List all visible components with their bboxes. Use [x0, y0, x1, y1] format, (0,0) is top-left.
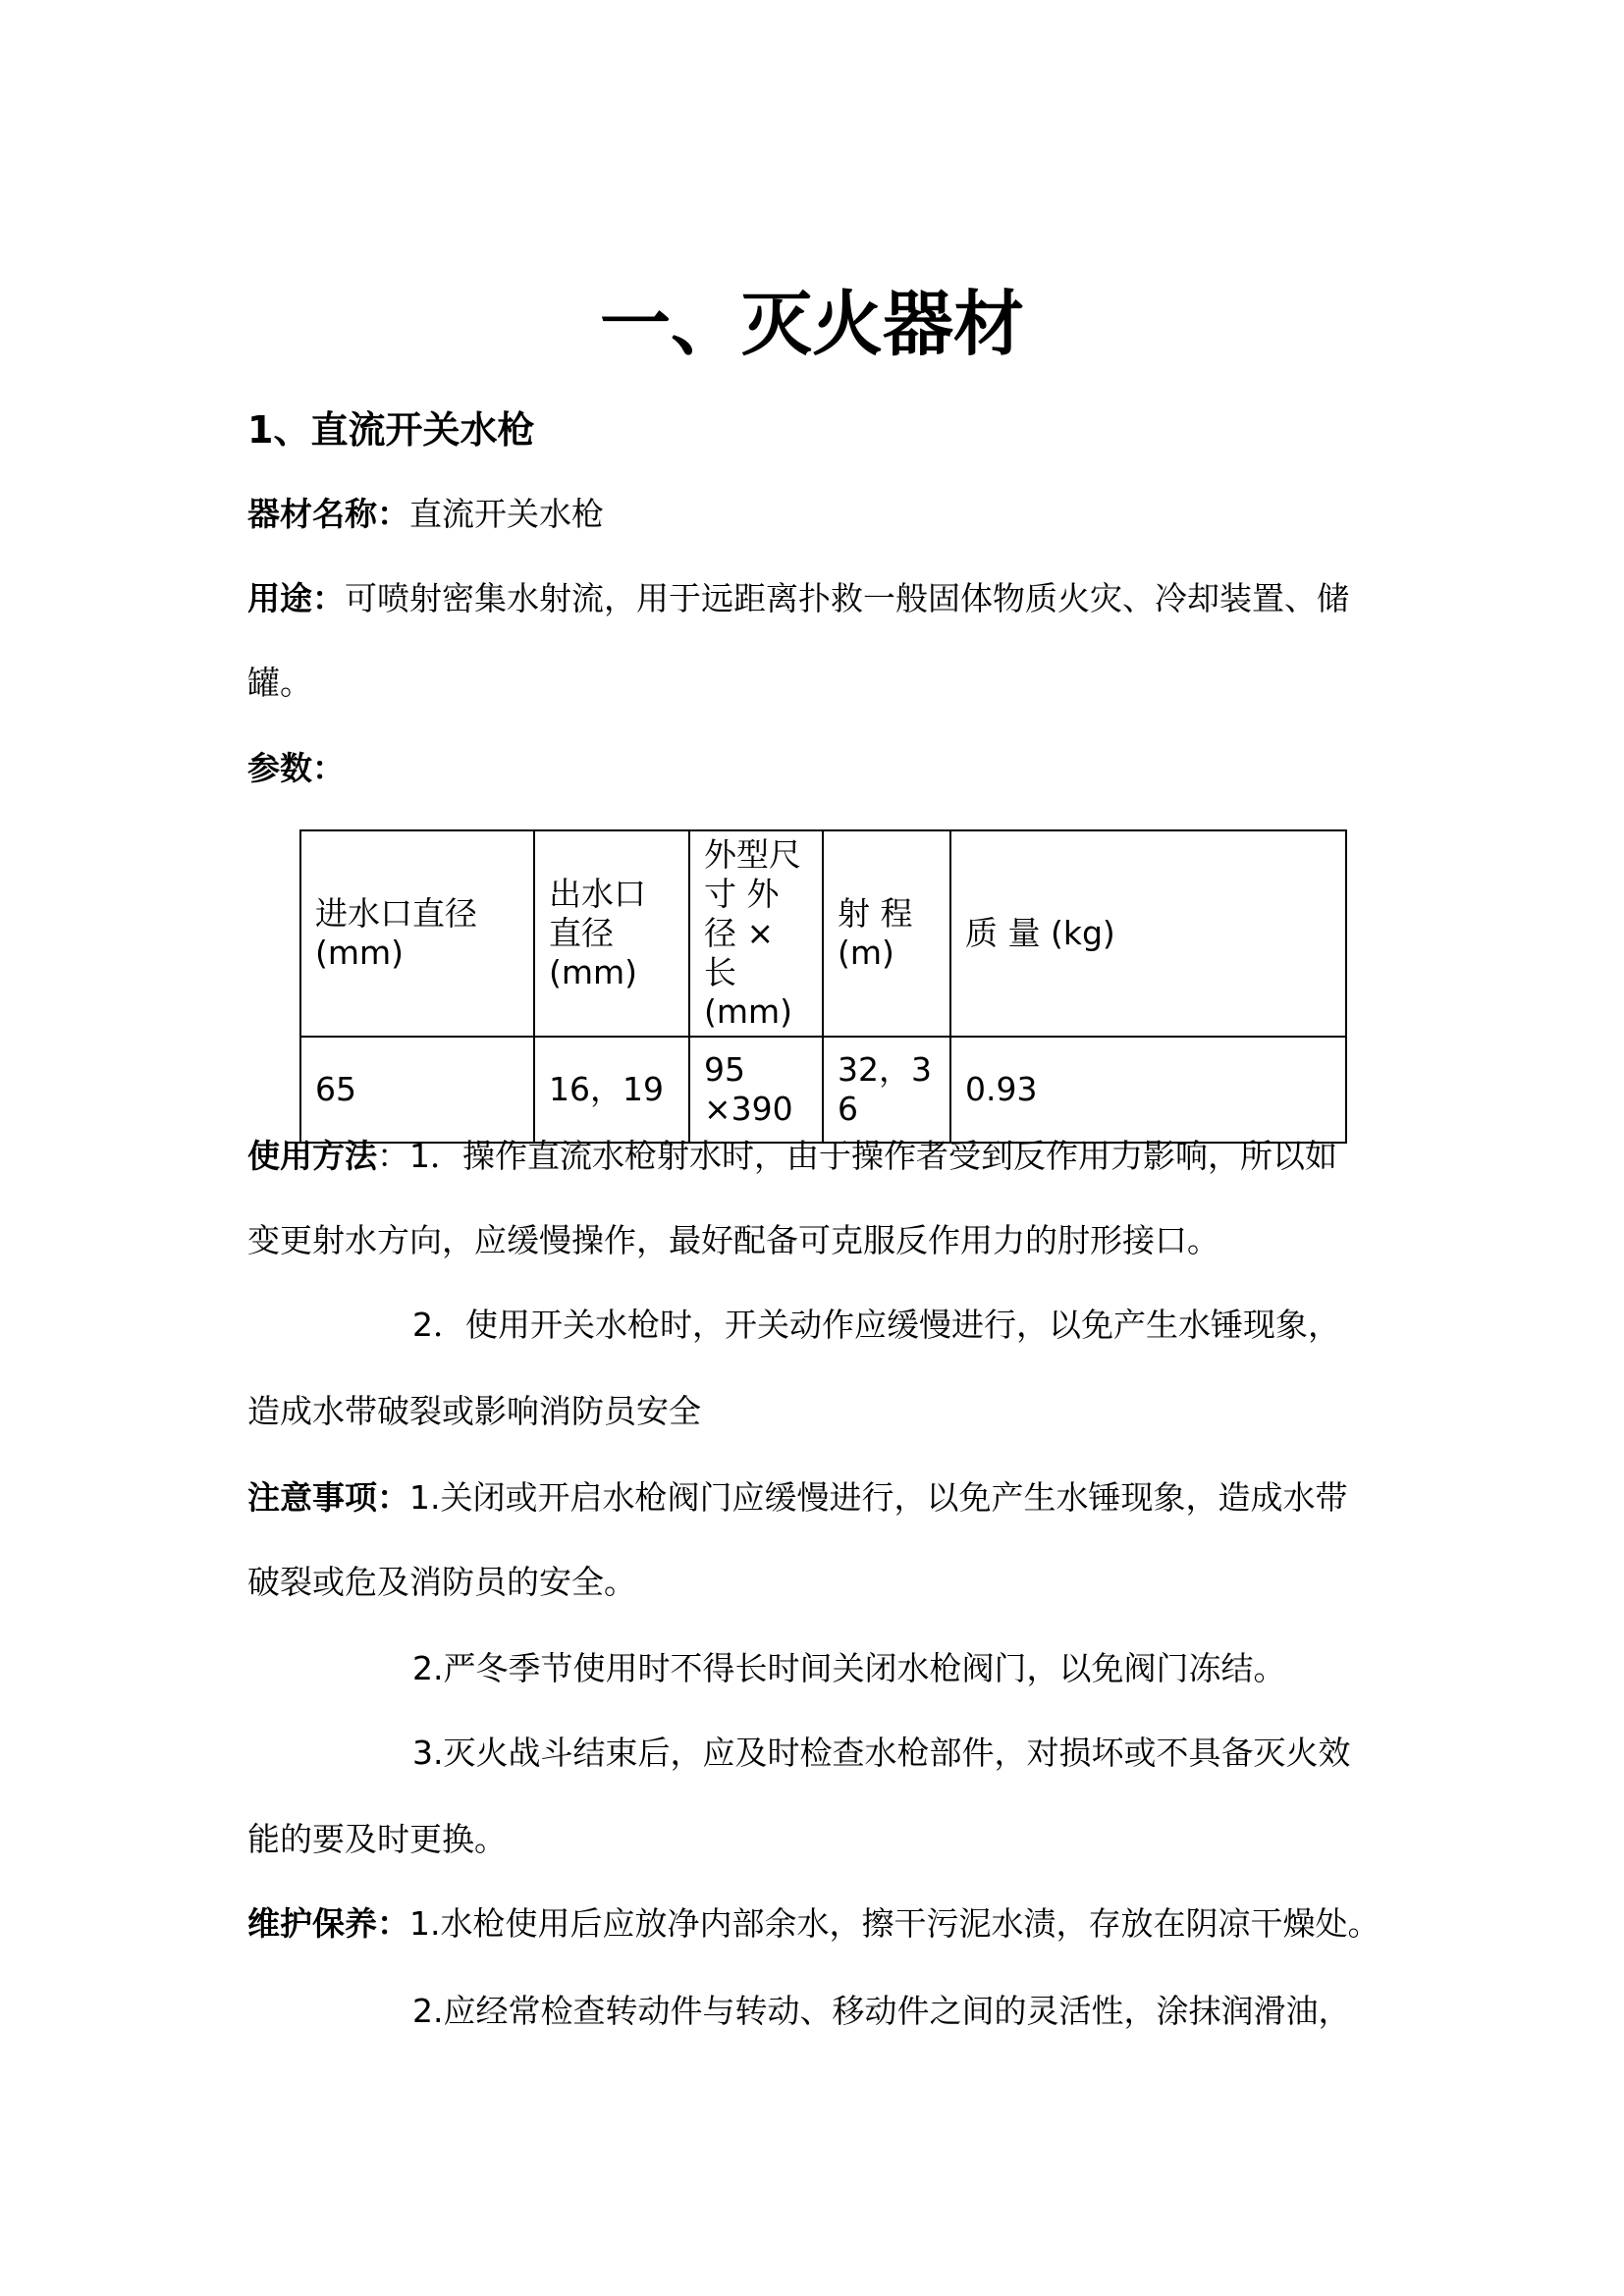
params-label	[247, 747, 345, 790]
notes-line: 2.严冬季节使用时不得长时间关闭水枪阀门，以免阀门冻结。	[412, 1649, 1286, 1687]
value: 直流开关水枪	[409, 495, 604, 533]
notes-line: 破裂或危及消防员的安全。	[247, 1563, 636, 1601]
text: 1.关闭或开启水枪阀门应缓慢进行，以免产生水锤现象，造成水带	[409, 1478, 1348, 1517]
label: 注意事项：	[247, 1478, 409, 1517]
header-cell: 射 程 (m)	[823, 830, 950, 1037]
header-cell: 出水口直径(mm)	[534, 830, 689, 1037]
table-header-row	[300, 830, 1346, 1037]
method-line: 造成水带破裂或影响消防员安全	[247, 1392, 701, 1430]
label: 参数：	[247, 749, 345, 787]
method-line: 变更射水方向，应缓慢操作，最好配备可克服反作用力的肘形接口。	[247, 1221, 1219, 1259]
usage-line: 罐。	[247, 664, 312, 702]
header-cell: 外型尺寸 外径 × 长 (mm)	[689, 830, 823, 1037]
maintenance-line: 2.应经常检查转动件与转动、移动件之间的灵活性，涂抹润滑油，	[412, 1992, 1351, 2030]
text: 1.水枪使用后应放净内部余水，擦干污泥水渍，存放在阴凉干燥处。	[409, 1904, 1380, 1943]
cell: 95 ×390	[689, 1037, 823, 1143]
method-line	[247, 1135, 1337, 1178]
text: ：1．操作直流水枪射水时，由于操作者受到反作用力影响，所以如	[377, 1137, 1337, 1175]
page-title: 一、灭火器材	[599, 283, 1024, 365]
maintenance-line	[247, 1902, 1380, 1946]
label: 器材名称：	[247, 495, 409, 533]
usage-line	[247, 577, 1349, 620]
notes-line	[247, 1476, 1348, 1520]
header-cell: 进水口直径 (mm)	[300, 830, 534, 1037]
text: 可喷射密集水射流，用于远距离扑救一般固体物质火灾、冷却装置、储	[345, 579, 1349, 617]
section-heading: 1、直流开关水枪	[247, 408, 535, 452]
cell: 0.93	[950, 1037, 1346, 1143]
notes-line: 能的要及时更换。	[247, 1820, 507, 1858]
label: 使用方法	[247, 1137, 377, 1175]
table-row	[300, 1037, 1346, 1143]
label: 维护保养：	[247, 1904, 409, 1943]
header-cell: 质 量 (kg)	[950, 830, 1346, 1037]
equipment-name	[247, 493, 604, 536]
method-line: 2．使用开关水枪时，开关动作应缓慢进行，以免产生水锤现象，	[412, 1306, 1340, 1344]
label: 用途：	[247, 579, 345, 617]
cell: 65	[300, 1037, 534, 1143]
cell: 32，36	[823, 1037, 950, 1143]
params-table	[299, 829, 1347, 1144]
cell: 16，19	[534, 1037, 689, 1143]
notes-line: 3.灭火战斗结束后，应及时检查水枪部件，对损坏或不具备灭火效	[412, 1734, 1351, 1772]
